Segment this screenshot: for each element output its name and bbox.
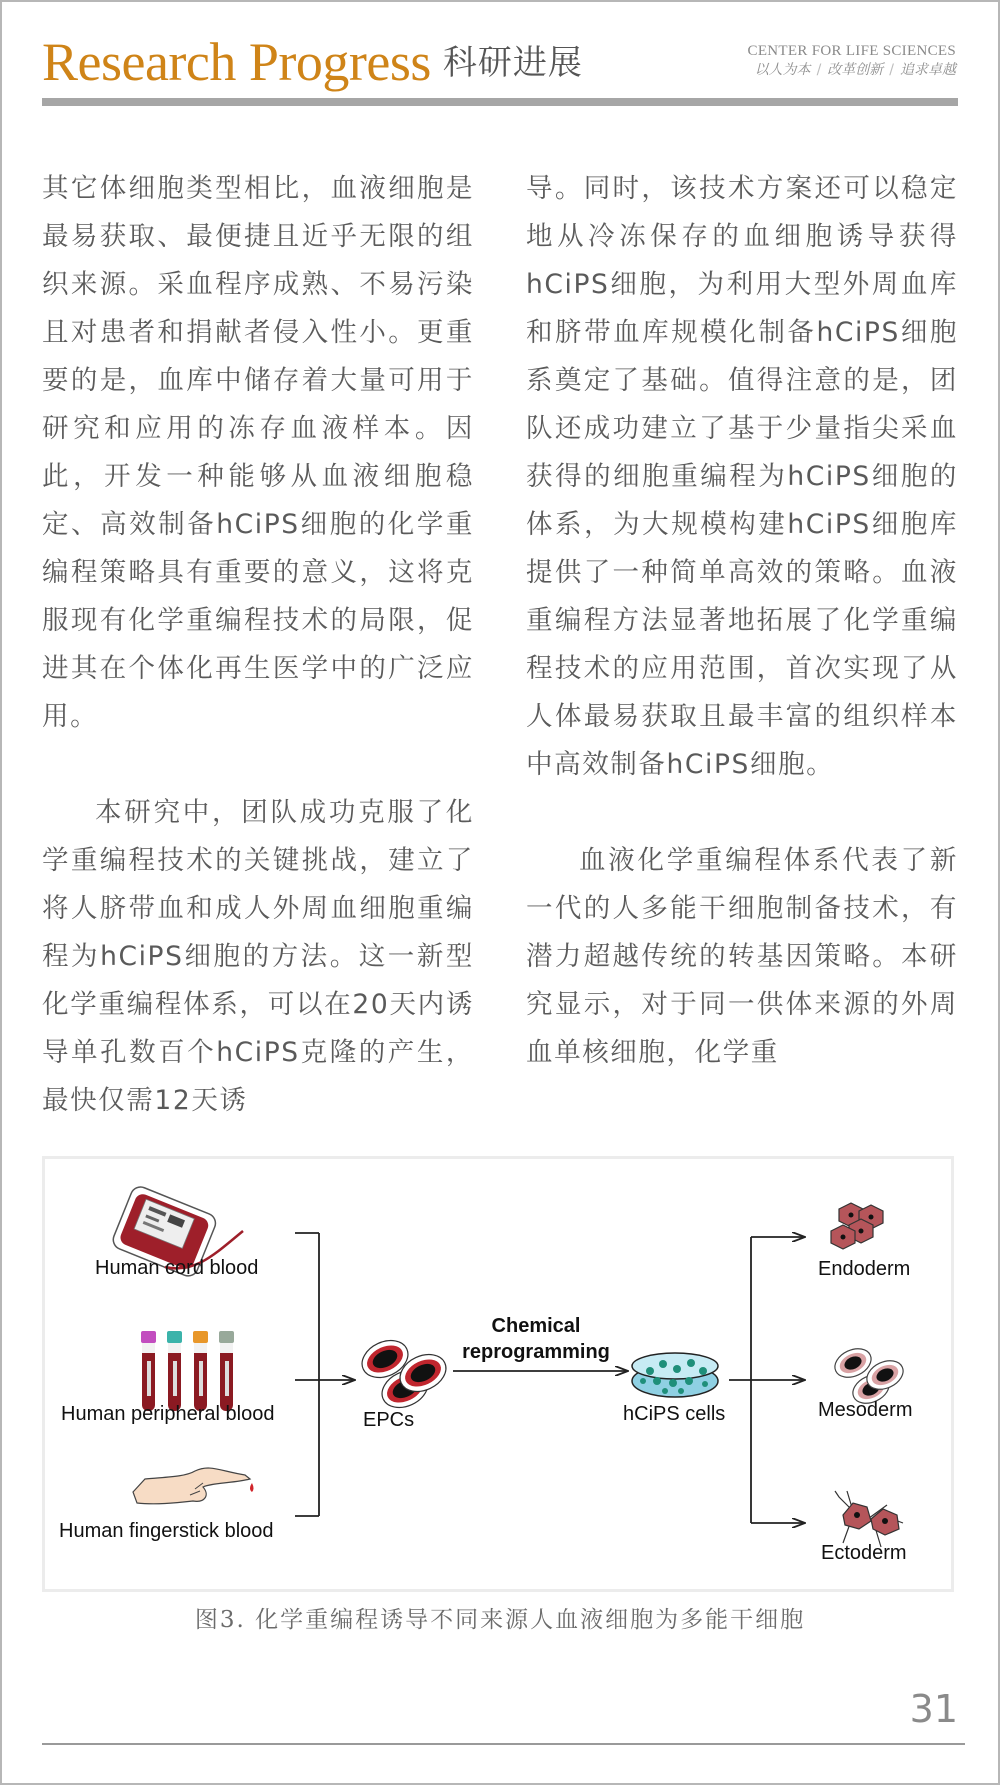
motto-item: 以人为本 (754, 62, 811, 78)
label-human-cord-blood: Human cord blood (95, 1257, 259, 1279)
label-line: reprogramming (462, 1341, 610, 1363)
figure-diagram (42, 1156, 954, 1592)
endoderm-cells-icon (831, 1203, 883, 1249)
org-name: CENTER FOR LIFE SCIENCES (747, 43, 956, 59)
lineage-bracket (729, 1237, 805, 1523)
header-rule (42, 98, 958, 106)
paragraph: 本研究中，团队成功克服了化学重编程技术的关键挑战，建立了将人脐带血和成人外周血细胞重编程为hCiPS细胞的方法。这一新型化学重编程体系，可以在20天内诱导单孔数百个hCiPS克隆的产生，最快仅需12天诱 (42, 797, 474, 1116)
header-org-block (748, 42, 956, 80)
section-title-en: Research Progress (42, 32, 431, 92)
source-bracket (295, 1233, 355, 1516)
label-hcips-cells: hCiPS cells (623, 1403, 726, 1425)
label-line: Chemical (491, 1315, 581, 1337)
page-number: 31 (909, 1687, 958, 1731)
motto-item: 改革创新 (827, 62, 884, 78)
label-ectoderm: Ectoderm (821, 1542, 907, 1564)
label-mesoderm: Mesoderm (818, 1399, 913, 1421)
blood-tubes-icon (141, 1331, 234, 1411)
ectoderm-cells-icon (835, 1491, 903, 1547)
label-chemical-reprogramming (453, 1313, 619, 1365)
label-endoderm: Endoderm (818, 1258, 911, 1280)
label-human-peripheral-blood: Human peripheral blood (61, 1403, 275, 1425)
motto-item: 追求卓越 (900, 62, 956, 78)
article-column-left (42, 165, 474, 1125)
section-title-cn: 科研进展 (442, 43, 583, 83)
paragraph: 血液化学重编程体系代表了新一代的人多能干细胞制备技术，有潜力超越传统的转基因策略。本研究显示，对于同一供体来源的外周血单核细胞，化学重 (526, 845, 958, 1068)
paragraph: 其它体细胞类型相比，血液细胞是最易获取、最便捷且近乎无限的组织来源。采血程序成熟、不易污染且对患者和捐献者侵入性小。更重要的是，血库中储存着大量可用于研究和应用的冻存血液样本。因此，开发一种能够从血液细胞稳定、高效制备hCiPS细胞的化学重编程策略具有重要的意义，这将克服现有化学重编程技术的局限，促进其在个体化再生医学中的广泛应用。 (42, 173, 474, 732)
paragraph: 导。同时，该技术方案还可以稳定地从冷冻保存的血细胞诱导获得hCiPS细胞，为利用大型外周血库和脐带血库规模化制备hCiPS细胞系奠定了基础。值得注意的是，团队还成功建立了基于少量指尖采血获得的细胞重编程为hCiPS细胞的体系，为大规模构建hCiPS细胞库提供了一种简单高效的策略。血液重编程方法显著地拓展了化学重编程技术的应用范围，首次实现了从人体最易获取且最丰富的组织样本中高效制备hCiPS细胞。 (526, 173, 958, 780)
label-epcs: EPCs (363, 1409, 415, 1431)
figure-caption: 图3. 化学重编程诱导不同来源人血液细胞为多能干细胞 (194, 1607, 806, 1633)
fingerstick-hand-icon (133, 1468, 254, 1504)
motto-separator: / (889, 62, 894, 78)
motto (748, 60, 956, 80)
footer-rule (42, 1743, 965, 1745)
epc-cells-icon (356, 1333, 452, 1414)
article-column-right (526, 165, 958, 1077)
section-title (42, 22, 583, 109)
label-human-fingerstick-blood: Human fingerstick blood (59, 1520, 274, 1542)
petri-dish-icon (632, 1353, 718, 1397)
motto-separator: / (816, 62, 822, 78)
